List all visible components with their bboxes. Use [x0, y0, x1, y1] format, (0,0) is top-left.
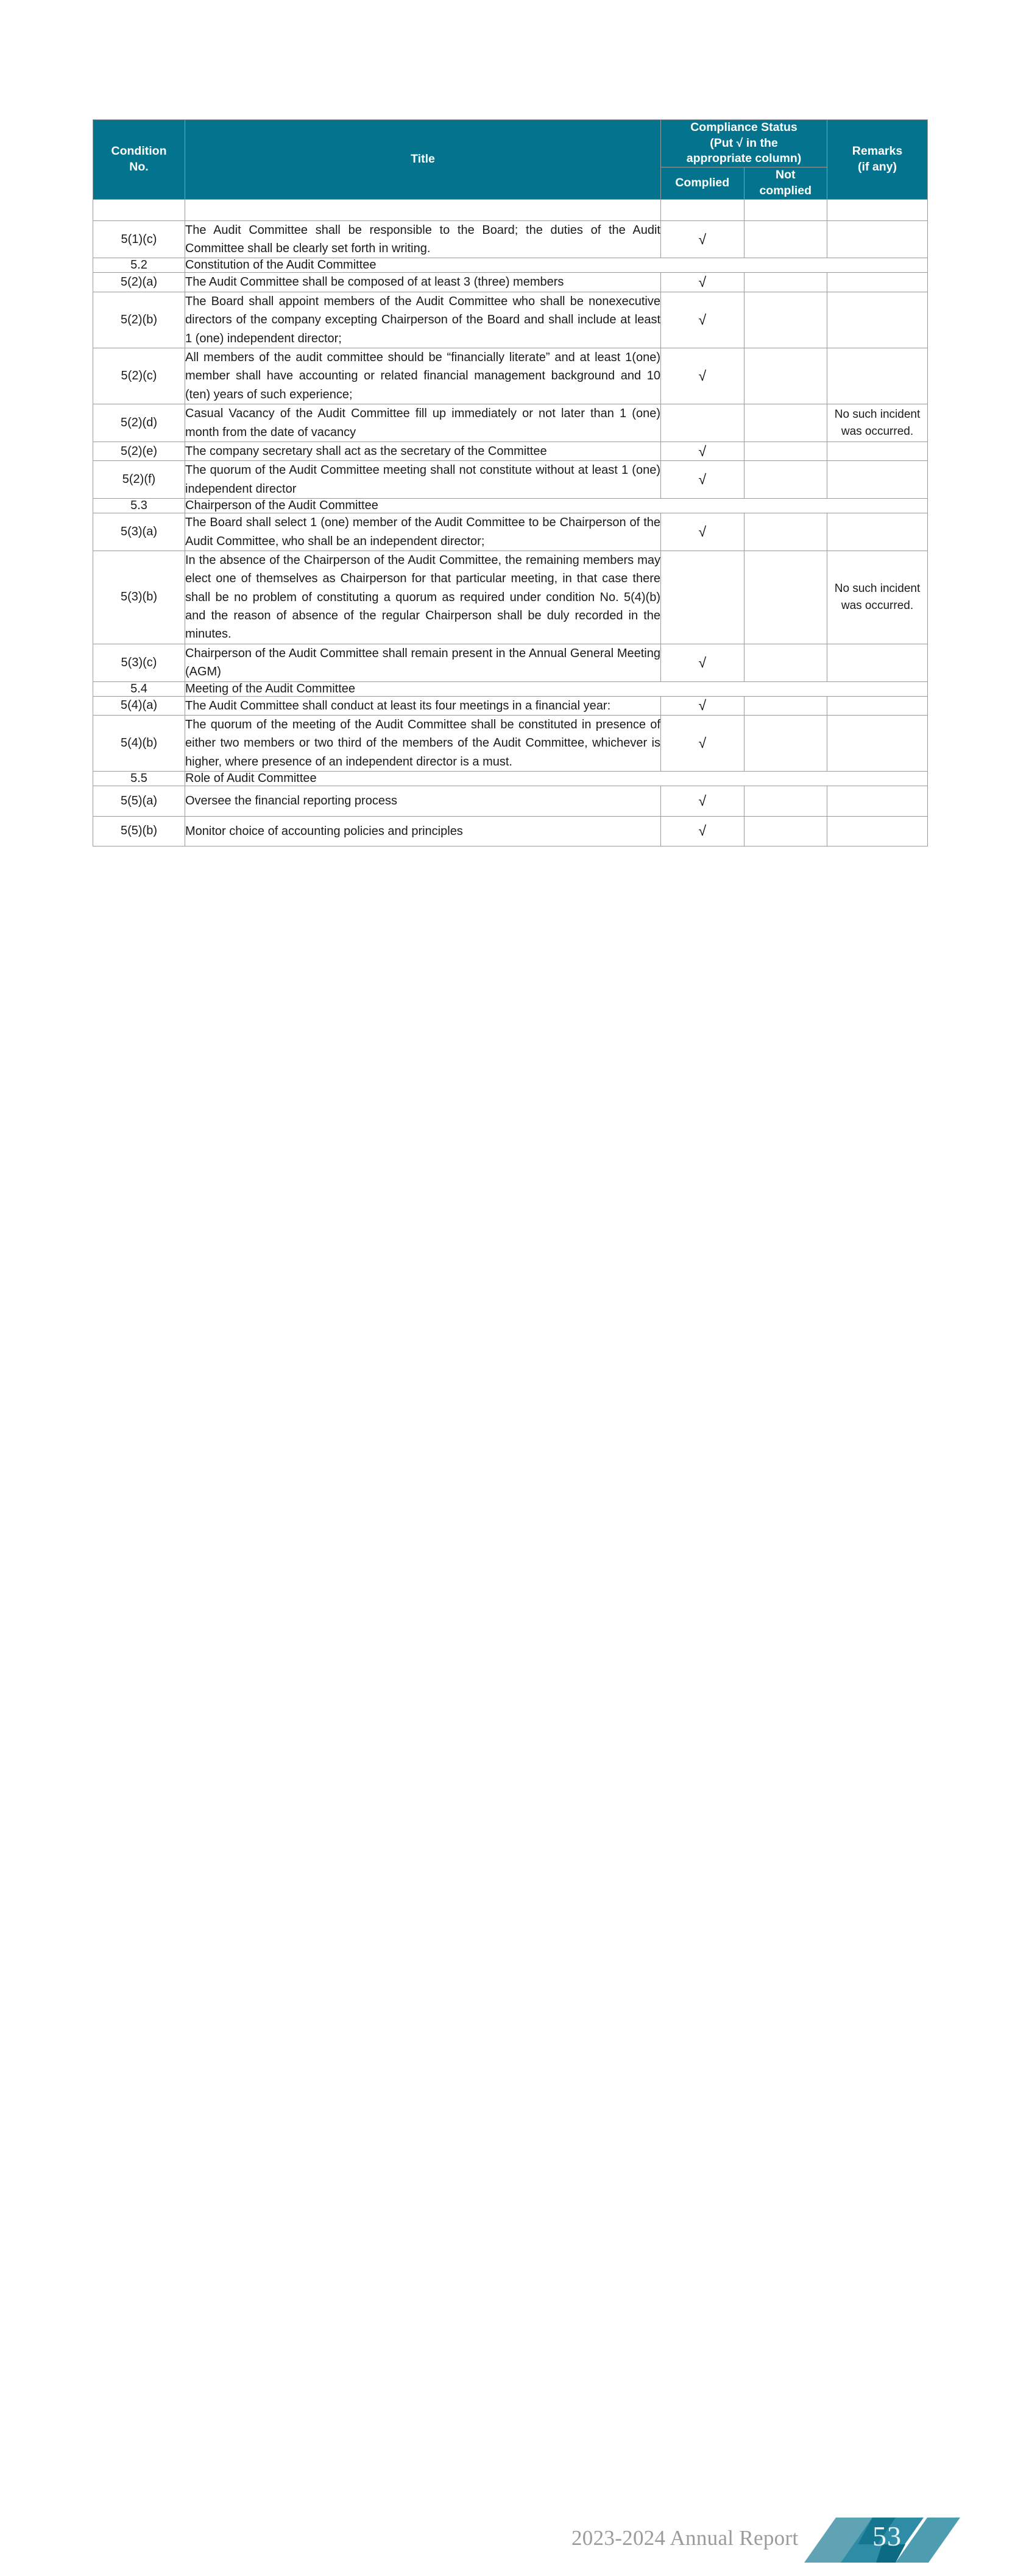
cell-condition-no: 5(2)(b) [93, 292, 185, 348]
table-row [93, 442, 928, 460]
header-condition-no-line1: Condition [111, 144, 167, 158]
cell-not-complied[interactable] [744, 816, 827, 846]
cell-complied[interactable] [661, 551, 744, 644]
cell-remarks [827, 220, 928, 258]
cell-not-complied[interactable] [744, 513, 827, 551]
header-row-top [93, 120, 928, 167]
header-not-complied-line2: complied [759, 183, 812, 197]
header-not-complied [744, 167, 827, 199]
cell-not-complied[interactable] [744, 404, 827, 442]
cell-condition-no: 5.2 [93, 258, 185, 273]
cell-condition-no: 5(3)(a) [93, 513, 185, 551]
cell-remarks [827, 461, 928, 499]
table-row [93, 348, 928, 404]
compliance-table-container [93, 119, 925, 846]
cell-condition-no: 5(2)(c) [93, 348, 185, 404]
cell-title: The Board shall appoint members of the Audit Committee who shall be nonexecutive directors of the company excepting Chairperson of the Board and shall include at least 1 (one) independent director; [185, 292, 661, 348]
table-row [93, 644, 928, 681]
table-row [93, 551, 928, 644]
cell-condition-no: 5(4)(b) [93, 716, 185, 772]
cell-title: The Audit Committee shall conduct at least its four meetings in a financial year: [185, 696, 661, 715]
table-row [93, 461, 928, 499]
header-compliance-status-line1: Compliance Status [690, 121, 797, 134]
cell-section-title: Constitution of the Audit Committee [185, 258, 928, 273]
table-row [93, 273, 928, 292]
cell-complied[interactable]: √ [661, 786, 744, 816]
cell-remarks [827, 644, 928, 681]
cell-condition-no: 5(2)(e) [93, 442, 185, 460]
header-remarks-line1: Remarks [852, 144, 903, 158]
cell-remarks [827, 716, 928, 772]
cell-condition-no: 5(2)(f) [93, 461, 185, 499]
cell-remarks [827, 199, 928, 220]
cell-title: Chairperson of the Audit Committee shall remain present in the Annual General Meeting (AGM) [185, 644, 661, 681]
table-row [93, 292, 928, 348]
cell-title: The quorum of the Audit Committee meeting shall not constitute without at least 1 (one) independent director [185, 461, 661, 499]
cell-condition-no: 5.4 [93, 681, 185, 696]
header-complied: Complied [661, 167, 744, 199]
header-compliance-status-line2: (Put √ in the [710, 136, 778, 150]
cell-not-complied[interactable] [744, 644, 827, 681]
cell-condition-no [93, 199, 185, 220]
cell-remarks [827, 442, 928, 460]
compliance-table [93, 119, 928, 846]
cell-complied[interactable]: √ [661, 220, 744, 258]
table-row [93, 786, 928, 816]
header-condition-no-line2: No. [129, 160, 149, 174]
cell-remarks [827, 292, 928, 348]
cell-title: Monitor choice of accounting policies and principles [185, 816, 661, 846]
table-row-section [93, 681, 928, 696]
cell-condition-no: 5(2)(a) [93, 273, 185, 292]
cell-not-complied[interactable] [744, 696, 827, 715]
cell-condition-no: 5(3)(c) [93, 644, 185, 681]
cell-condition-no: 5(2)(d) [93, 404, 185, 442]
cell-not-complied[interactable] [744, 199, 827, 220]
cell-complied[interactable]: √ [661, 292, 744, 348]
footer-report-title: 2023-2024 Annual Report [571, 2526, 799, 2550]
cell-remarks: No such incident was occurred. [827, 404, 928, 442]
cell-remarks [827, 816, 928, 846]
cell-complied[interactable] [661, 404, 744, 442]
page-footer [0, 1250, 1015, 2552]
table-row [93, 696, 928, 715]
cell-remarks: No such incident was occurred. [827, 551, 928, 644]
cell-not-complied[interactable] [744, 442, 827, 460]
table-body [93, 199, 928, 846]
table-row-section [93, 772, 928, 786]
cell-remarks [827, 513, 928, 551]
header-compliance-status-line3: appropriate column) [686, 152, 802, 166]
cell-condition-no: 5(5)(b) [93, 816, 185, 846]
cell-remarks [827, 696, 928, 715]
table-row [93, 513, 928, 551]
table-row [93, 716, 928, 772]
header-condition-no [93, 120, 185, 200]
cell-condition-no: 5(4)(a) [93, 696, 185, 715]
cell-not-complied[interactable] [744, 273, 827, 292]
table-row-section [93, 499, 928, 513]
cell-complied[interactable]: √ [661, 461, 744, 499]
cell-section-title: Meeting of the Audit Committee [185, 681, 928, 696]
cell-condition-no: 5.5 [93, 772, 185, 786]
cell-title: Casual Vacancy of the Audit Committee fill up immediately or not later than 1 (one) month from the date of vacancy [185, 404, 661, 442]
cell-complied[interactable] [661, 199, 744, 220]
table-row [93, 404, 928, 442]
page-number: 53 [872, 2521, 902, 2552]
cell-complied[interactable]: √ [661, 273, 744, 292]
cell-complied[interactable]: √ [661, 816, 744, 846]
cell-title: The company secretary shall act as the secretary of the Committee [185, 442, 661, 460]
cell-condition-no: 5.3 [93, 499, 185, 513]
table-header [93, 120, 928, 200]
header-remarks-line2: (if any) [858, 160, 897, 174]
cell-not-complied[interactable] [744, 461, 827, 499]
cell-complied[interactable]: √ [661, 696, 744, 715]
cell-not-complied[interactable] [744, 292, 827, 348]
table-row-section [93, 258, 928, 273]
cell-not-complied[interactable] [744, 348, 827, 404]
header-remarks [827, 120, 928, 200]
table-row [93, 816, 928, 846]
cell-not-complied[interactable] [744, 551, 827, 644]
cell-complied[interactable]: √ [661, 348, 744, 404]
cell-remarks [827, 273, 928, 292]
cell-section-title: Chairperson of the Audit Committee [185, 499, 928, 513]
cell-title: In the absence of the Chairperson of the Audit Committee, the remaining members may elect one of themselves as Chairperson for that particular meeting, in that case there shall be no problem of constituting a quorum as required under condition No. 5(4)(b) and the reason of absence of the regular Chairperson shall be duly recorded in the minutes. [185, 551, 661, 644]
cell-condition-no: 5(5)(a) [93, 786, 185, 816]
header-compliance-status [661, 120, 827, 167]
cell-section-title: Role of Audit Committee [185, 772, 928, 786]
cell-title: The quorum of the meeting of the Audit Committee shall be constituted in presence of either two members or two third of the members of the Audit Committee, whichever is higher, where presence of an independent director is a must. [185, 716, 661, 772]
cell-condition-no: 5(1)(c) [93, 220, 185, 258]
table-row-spacer [93, 199, 928, 220]
cell-title [185, 199, 661, 220]
cell-not-complied[interactable] [744, 786, 827, 816]
table-row [93, 220, 928, 258]
cell-remarks [827, 348, 928, 404]
cell-title: The Audit Committee shall be responsible to the Board; the duties of the Audit Committee shall be clearly set forth in writing. [185, 220, 661, 258]
cell-complied[interactable]: √ [661, 442, 744, 460]
cell-not-complied[interactable] [744, 220, 827, 258]
header-title: Title [185, 120, 661, 200]
header-not-complied-line1: Not [776, 168, 796, 182]
cell-complied[interactable]: √ [661, 513, 744, 551]
cell-title: The Board shall select 1 (one) member of the Audit Committee to be Chairperson of the Audit Committee, who shall be an independent director; [185, 513, 661, 551]
cell-complied[interactable]: √ [661, 644, 744, 681]
cell-remarks [827, 786, 928, 816]
cell-title: All members of the audit committee should be “financially literate” and at least 1(one) member shall have accounting or related financial management background and 10 (ten) years of such experience; [185, 348, 661, 404]
cell-complied[interactable]: √ [661, 716, 744, 772]
cell-title: Oversee the financial reporting process [185, 786, 661, 816]
cell-condition-no: 5(3)(b) [93, 551, 185, 644]
cell-title: The Audit Committee shall be composed of at least 3 (three) members [185, 273, 661, 292]
cell-not-complied[interactable] [744, 716, 827, 772]
